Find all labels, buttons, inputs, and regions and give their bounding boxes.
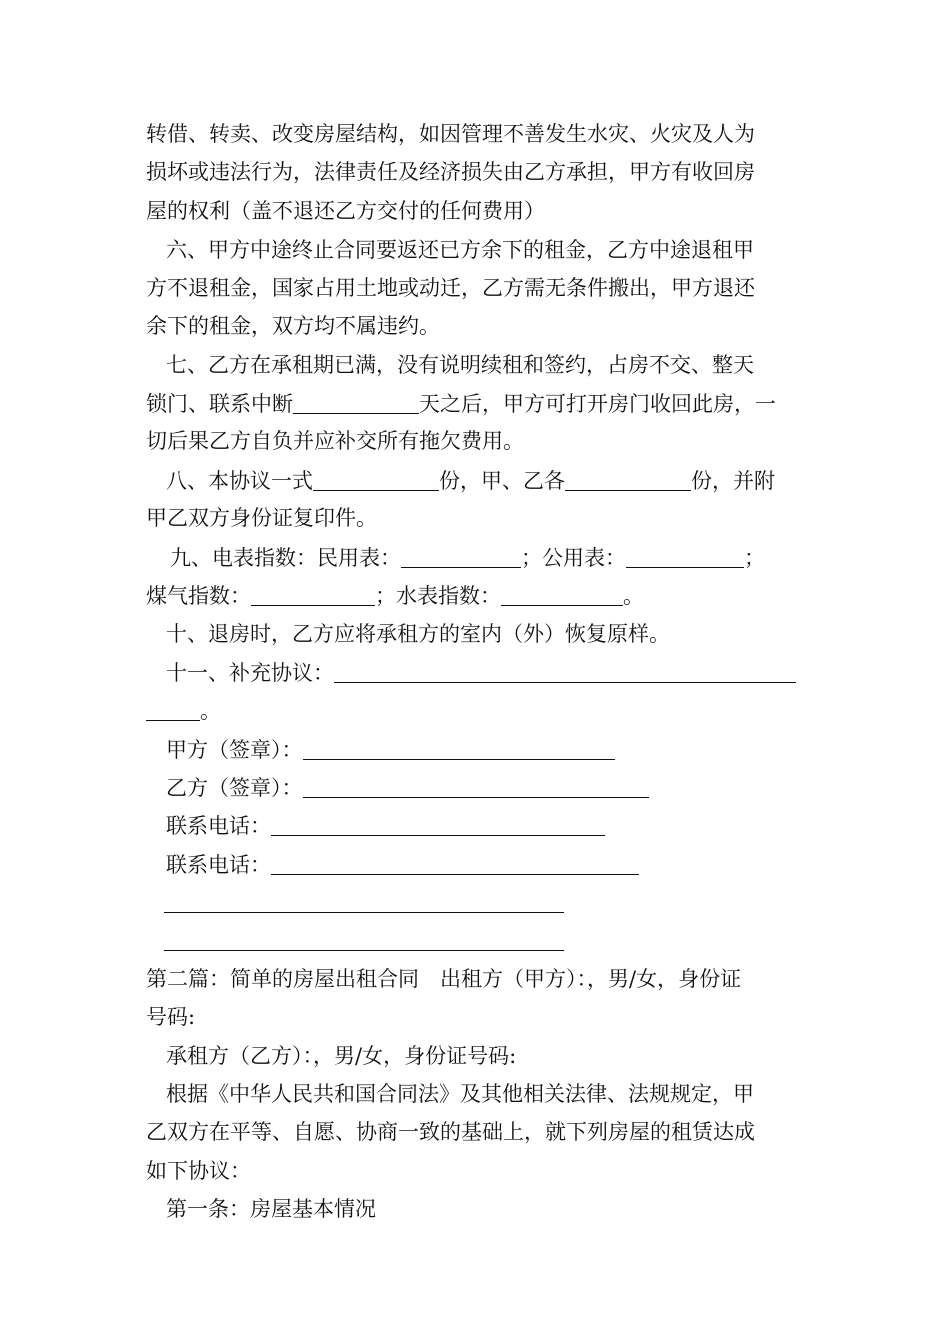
text-line [146, 585, 644, 607]
text-line: 屋的权利（盖不退还乙方交付的任何费用） [146, 199, 545, 223]
days-blank[interactable] [293, 393, 419, 414]
year-blank[interactable] [164, 892, 342, 913]
text-line [146, 393, 776, 415]
text-fragment: 九、电表指数：民用表： [170, 546, 401, 570]
text-line [146, 700, 221, 722]
text-line: 损坏或违法行为，法律责任及经济损失由乙方承担，甲方有收回房 [146, 160, 755, 184]
each-copies-blank[interactable] [565, 470, 691, 491]
year-blank[interactable] [164, 930, 342, 951]
clause-7: 七、乙方在承租期已满，没有说明续租和签约，占房不交、整天 [166, 353, 754, 377]
gas-meter-blank[interactable] [251, 585, 375, 606]
text-fragment: 。 [200, 699, 221, 723]
text-line: 乙双方在平等、自愿、协商一致的基础上，就下列房屋的租赁达成 [146, 1120, 755, 1144]
civil-meter-blank[interactable] [401, 547, 521, 568]
text-fragment: 锁门、联系中断 [146, 392, 293, 416]
text-fragment: 联系电话： [166, 814, 271, 838]
text-fragment: 煤气指数： [146, 584, 251, 608]
phone-line [166, 815, 605, 837]
text-line: 如下协议： [146, 1159, 251, 1183]
text-fragment: 联系电话： [166, 853, 271, 877]
text-fragment: 八、本协议一式 [166, 469, 313, 493]
text-line: 方不退租金，国家占用土地或动迁，乙方需无条件搬出，甲方退还 [146, 276, 755, 300]
article-heading: 第一条：房屋基本情况 [166, 1197, 376, 1221]
phone-line [166, 854, 639, 876]
clause-10: 十、退房时，乙方应将承租方的室内（外）恢复原样。 [166, 622, 670, 646]
text-fragment: ；公用表： [521, 546, 626, 570]
text-fragment: ； [744, 546, 765, 570]
clause-8 [166, 470, 775, 492]
section-heading: 第二篇：简单的房屋出租合同 出租方（甲方）：，男/女，身份证 [146, 967, 742, 991]
text-fragment: 。 [623, 584, 644, 608]
clause-9 [170, 547, 765, 569]
text-line: 转借、转卖、改变房屋结构，如因管理不善发生水灾、火灾及人为 [146, 122, 755, 146]
text-line: 切后果乙方自负并应补交所有拖欠费用。 [146, 429, 524, 453]
text-line: 甲乙双方身份证复印件。 [146, 506, 377, 530]
phone-blank[interactable] [271, 815, 605, 836]
party-a-signature-blank[interactable] [303, 739, 615, 760]
party-b-signature-blank[interactable] [303, 777, 649, 798]
text-line: 根据《中华人民共和国合同法》及其他相关法律、法规规定，甲 [166, 1082, 754, 1106]
party-b-signature [166, 777, 649, 799]
day-blank[interactable] [454, 892, 564, 913]
text-line: 号码: [146, 1005, 196, 1029]
clause-6: 六、甲方中途终止合同要返还已方余下的租金，乙方中途退租甲 [166, 238, 754, 262]
text-fragment: 天之后，甲方可打开房门收回此房，一 [419, 392, 776, 416]
month-blank[interactable] [342, 892, 454, 913]
party-a-signature [166, 739, 615, 761]
phone-blank[interactable] [271, 854, 639, 875]
text-fragment: 份，并附 [691, 469, 775, 493]
text-fragment: 乙方（签章）： [166, 776, 303, 800]
date-line [164, 930, 564, 952]
text-line: 余下的租金，双方均不属违约。 [146, 314, 440, 338]
text-fragment: 份，甲、乙各 [439, 469, 565, 493]
clause-11 [166, 662, 796, 684]
text-line: 承租方（乙方）：，男/女，身份证号码: [166, 1044, 517, 1068]
day-blank[interactable] [454, 930, 564, 951]
text-fragment: 甲方（签章）： [166, 738, 303, 762]
date-line [164, 892, 564, 914]
supplement-blank-cont[interactable] [146, 700, 200, 721]
copies-blank[interactable] [313, 470, 439, 491]
water-meter-blank[interactable] [501, 585, 623, 606]
public-meter-blank[interactable] [626, 547, 744, 568]
month-blank[interactable] [342, 930, 454, 951]
text-fragment: 十一、补充协议： [166, 661, 334, 685]
supplement-blank[interactable] [334, 662, 796, 683]
text-fragment: ；水表指数： [375, 584, 501, 608]
